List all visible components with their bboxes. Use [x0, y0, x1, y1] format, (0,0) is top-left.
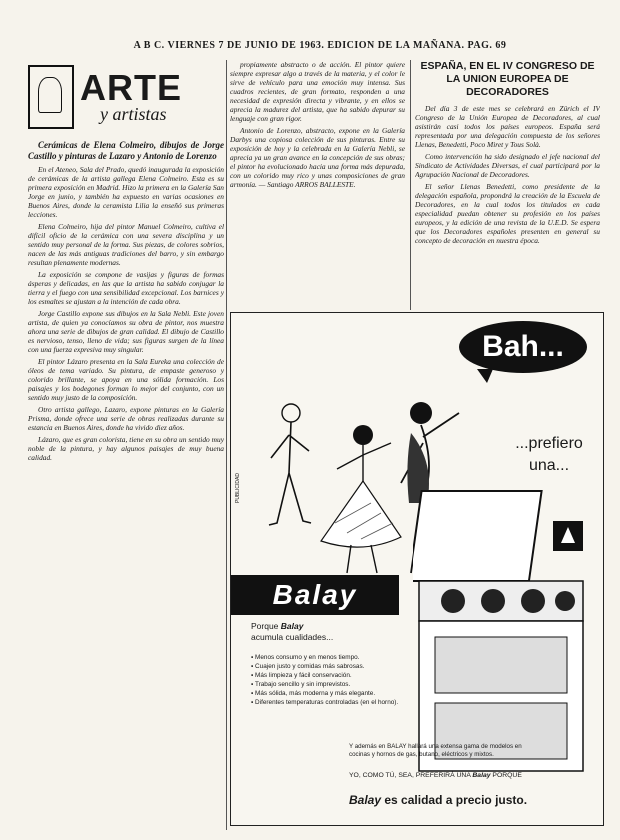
article-paragraph: Del día 3 de este mes se celebrará en Zürich el IV Congreso de la Unión Europea de Decoradores, al cual asistirán casi todos los países europeos. España será representada por una delegación compuesta de los señores Llenas, Benedetti, Poco Miret y Tous Solà. [415, 104, 600, 149]
article-paragraph: En el Ateneo, Sala del Prado, quedó inaugurada la exposición de cerámicas de la artista gallega Elena Colmeiro. Esta es su primera exposición en Madrid. Hizo la primera en la Galería San Jorge en junio, y también ha expuesto en varias ocasiones en Buenos Aires, donde la ceramista Lilia la enseñó sus primeras lecciones. [28, 165, 224, 219]
cta-prefix: YO, COMO TÚ, SEA, PREFERIRÁ UNA [349, 772, 471, 779]
ad-call-to-action [349, 771, 589, 780]
tagline-prefix: Porque [251, 621, 279, 631]
ad-note: Y además en BALAY hallará una extensa gama de modelos en cocinas y hornos de gas, butano, eléctricos y mixtos. [349, 743, 522, 758]
section-subtitle: y artistas [100, 104, 167, 124]
list-item: ▪ Diferentes temperaturas controladas (en el horno). [251, 698, 421, 707]
list-item: ▪ Menos consumo y en menos tiempo. [251, 653, 421, 662]
article-subheading: Cerámicas de Elena Colmeiro, dibujos de Jorge Castillo y pinturas de Lazaro y Antonio de Lorenzo [28, 140, 224, 161]
article-paragraph: La exposición se compone de vasijas y figuras de formas ásperas y delicadas, en las que la artista ha sabido conjugar la tierra y el fuego con una sensibilidad excepcional. Los barnices y los esmaltes se ajustan a la intención de cada obra. [28, 270, 224, 306]
article-paragraph: Antonio de Lorenzo, abstracto, expone en la Galería Darbys una copiosa colección de sus pinturas. Entre su exposición de hoy y la celebrada en la Galería Nebli, se aprecia ya un gran avance en la concepción de sus obras; el pintor ha evolucionado hacia una forma más depurada, con un colorido muy rico y unas composiciones de gran armonía. — Santiago ARROS BALLESTE. [230, 126, 405, 189]
article-paragraph: Elena Colmeiro, hija del pintor Manuel Colmeiro, cultiva el difícil oficio de la cerámica con una severa disciplina y un sentido muy personal de la forma. Sus piezas, de colores sobrios, nacen de las más antiguas tradiciones del barro, y sin embargo resultan plenamente modernas. [28, 222, 224, 267]
tagline-suffix: acumula cualidades... [251, 632, 334, 642]
ad-headline: ...prefiero una... [515, 435, 583, 474]
tagline-brand: Balay [280, 621, 304, 631]
right-column [415, 60, 600, 310]
article-paragraph: propiamente abstracto o de acción. El pintor quiere siempre expresar algo a través de la materia, y el color le sirve de vehículo para una emoción muy intensa. Sus cuadros recientes, de gran formato, responden a una necesidad de expresión directa y vibrante, y en ellos se aprecia la madurez del artista, que ha sabido depurar su lenguaje con gran rigor. [230, 60, 405, 123]
feature-list [251, 653, 421, 707]
cta-suffix: PORQUE [492, 772, 522, 779]
middle-column [230, 60, 405, 330]
cta-brand: Balay [472, 772, 491, 779]
list-item: ▪ Cuajen justo y comidas más sabrosas. [251, 662, 421, 671]
article-paragraph: El señor Llenas Benedetti, como presidente de la delegación española, propondrá la creación de la Escuela de Decoradores, en la cual todos los titulados en cada especialidad puedan obtener su profesión en los países europeos, y la edición de una revista de la U.E.D. Se espera que los Decoradores españoles presenten en general su concepto de decoración en nuestra época. [415, 182, 600, 245]
article-paragraph: Como intervención ha sido designado el jefe nacional del Sindicato de Actividades Diversas, el cual participará por la Agrupación Nacional de Decoradores. [415, 152, 600, 179]
article-paragraph: Jorge Castillo expone sus dibujos en la Sala Nebli. Este joven artista, de quien ya conocíamos su obra de pintor, nos muestra ahora una serie de dibujos de gran calidad. El dibujo de Castillo es nervioso, tenso, lleno de vida; sus figuras surgen de la línea con una fuerza expresiva muy singular. [28, 309, 224, 354]
stove-illustration [413, 481, 589, 781]
list-item: ▪ Más limpieza y fácil conservación. [251, 671, 421, 680]
article-paragraph: Otro artista gallego, Lazaro, expone pinturas en la Galería Prisma, donde ofrece una serie de obras realizadas durante su estancia en Buenos Aires, donde ha vivido diez años. [28, 405, 224, 432]
article-paragraph: El pintor Lázaro presenta en la Sala Eureka una colección de óleos de tema variado. Su pintura, de empaste generoso y colorido brillante, se apoya en una sólida formación. Los paisajes y los bodegones forman lo mejor del conjunto, con un sentido muy justo de la composición. [28, 357, 224, 402]
section-logo [28, 60, 224, 134]
article-heading: ESPAÑA, EN EL IV CONGRESO DE LA UNION EUROPEA DE DECORADORES [420, 60, 595, 98]
vase-icon [28, 65, 74, 129]
ad-tagline [251, 621, 431, 643]
list-item: ▪ Trabajo sencillo y sin imprevistos. [251, 680, 421, 689]
brand-logo: Balay [231, 575, 399, 615]
section-title: ARTE [80, 67, 182, 108]
ad-slogan [349, 793, 599, 807]
page-header: A B C. VIERNES 7 DE JUNIO DE 1963. EDICION DE LA MAÑANA. PAG. 69 [133, 40, 507, 51]
left-column [28, 60, 224, 830]
slogan-text: es calidad a precio justo. [384, 793, 528, 807]
column-divider-left [226, 60, 227, 830]
speech-bubble: Bah... [459, 321, 587, 373]
slogan-brand: Balay [349, 793, 382, 807]
column-divider-right [410, 60, 411, 310]
list-item: ▪ Más sólida, más moderna y más elegante. [251, 689, 421, 698]
balay-advertisement [230, 312, 604, 826]
article-paragraph: Lázaro, que es gran colorista, tiene en su obra un sentido muy noble de la pintura, y hay algunos paisajes de muy buena calidad. [28, 435, 224, 462]
ad-credit: PUBLICIDAD [235, 473, 241, 504]
